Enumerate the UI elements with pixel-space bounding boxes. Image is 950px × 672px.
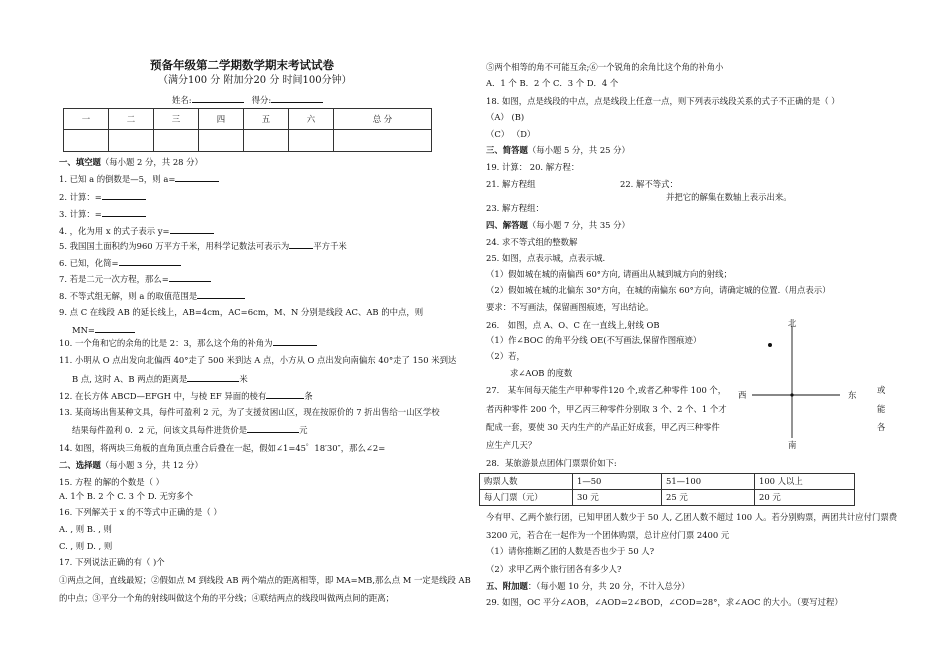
q17-options: A．1 个 B．2 个 C．3 个 D．4 个 [486, 78, 619, 88]
q27-line3: 配成一套，要使 30 天内生产的产品正好成套，甲乙丙三种零件 [486, 422, 720, 432]
q13: 13. 某商场出售某种文具，每件可盈利 2 元，为了支援贫困山区，现在按原价的 7 折出售给一山区学校 [59, 407, 440, 417]
section-2-heading: 二、选择题（每小题 3 分，共 12 分） [59, 460, 203, 470]
q17-line1: ①两点之间，直线最短；②假如点 M 到线段 AB 两个端点的距离相等，即 MA=MB,那么点 M 一定是线段 AB [59, 575, 471, 585]
q17-line2: 的中点；③平分一个角的射线叫做这个角的平分线；④联结两点的线段叫做两点间的距离； [59, 593, 394, 603]
q12: 12. 在长方体 ABCD—EFGH 中，与棱 EF 异面的棱有 条 [59, 391, 313, 401]
q28-part2: （2）求甲乙两个旅行团各有多少人? [486, 564, 622, 574]
ticket-price-table [479, 473, 855, 506]
q27-side-char: 各 [877, 422, 886, 432]
q27: 27． 某车间每天能生产甲种零件120 个,或者乙种零件 100 个， [486, 385, 727, 395]
q11: 11. 小明从 O 点出发向北偏西 40°走了 500 米到达 A 点，小方从 O 点出发向南偏东 40°走了 150 米到达 [59, 355, 457, 365]
name-label: 姓名: [172, 95, 192, 105]
q25: 25. 如图，点表示城，点表示城. [486, 253, 606, 263]
q1: 1. 已知 a 的倒数是—5，则 a= [59, 174, 219, 184]
section-1-heading: 一、填空题（每小题 2 分，共 28 分） [59, 157, 203, 167]
q27-line2: 者丙种零件 200 个，甲乙丙三种零件分别取 3 个、2 个、1 个才 [486, 404, 727, 414]
q28: 28．某旅游景点团体门票票价如下: [486, 458, 617, 468]
q22-continued: 并把它的解集在数轴上表示出来。 [666, 192, 792, 202]
score-cell[interactable] [153, 130, 198, 152]
q14: 14. 如图，将两块三角板的直角顶点重合后叠在一起，假如∠1=45゜18′30″，那么∠2= [59, 443, 386, 453]
price-cell: 20 元 [755, 490, 855, 506]
q28-text2: 3200 元，若合在一起作为一个团体购票，总计应付门票 2400 元 [486, 530, 730, 540]
score-cell[interactable] [198, 130, 243, 152]
q11-continued: B 点, 这时 A、B 两点的距离是 米 [72, 374, 248, 384]
q28-part1: （1）请你推断乙团的人数是否也少于 50 人? [486, 546, 655, 556]
score-header: 四 [198, 109, 243, 130]
q29: 29. 如图，OC 平分∠AOB，∠AOD=2∠BOD，∠COD=28°，求∠AOC 的大小。（要写过程） [486, 597, 843, 607]
section-4-heading: 四、解答题（每小题 7 分，共 35 分） [486, 220, 630, 230]
q25-requirement: 要求：不写画法，保留画图痕迹，写出结论。 [486, 302, 654, 312]
q15: 15. 方程 的解的个数是（ ） [59, 477, 165, 487]
q26-part1: （1）作∠BOC 的角平分线 OE(不写画法,保留作图痕迹） [486, 335, 702, 345]
q9: 9. 点 C 在线段 AB 的延长线上，AB=4cm，AC=6cm，M、N 分别是线段 AC、AB 的中点，则 [59, 307, 424, 317]
compass-north-label: 北 [788, 318, 797, 328]
compass-diagram [738, 318, 868, 448]
q21: 21. 解方程组 [486, 179, 536, 189]
q26: 26． 如图，点 A、O、C 在一直线上,射线 OB [486, 320, 660, 330]
score-label: 得分: [251, 95, 272, 105]
score-cell[interactable] [108, 130, 153, 152]
price-cell: 30 元 [573, 490, 662, 506]
q10: 10. 一个角和它的余角的比是 2：3，那么这个角的补角为 [59, 338, 317, 348]
q2: 2. 计算：= [59, 192, 146, 202]
price-cell: 1—50 [573, 474, 662, 490]
score-header: 二 [108, 109, 153, 130]
score-cell[interactable] [64, 130, 109, 152]
q18: 18. 如图，点是线段的中点，点是线段上任意一点，则下列表示线段关系的式子不正确的是（ ） [486, 96, 840, 106]
q27-line4: 应生产几天？ [486, 440, 537, 450]
q16-options-ab: A. , 则 B. , 则 [59, 524, 112, 534]
score-cell[interactable] [288, 130, 333, 152]
q7: 7. 若是二元一次方程，那么= [59, 274, 211, 284]
q23: 23. 解方程组： [486, 203, 544, 213]
price-cell: 每人门票（元） [480, 490, 573, 506]
q16: 16. 下列解关于 x 的不等式中正确的是（ ） [59, 507, 222, 517]
q15-options: A. 1个 B. 2 个 C. 3 个 D. 无穷多个 [59, 491, 193, 501]
q9-continued: MN= [72, 325, 135, 335]
exam-title: 预备年级第二学期数学期末考试试卷 [150, 58, 334, 72]
q17: 17. 下列说法正确的有（ )个 [59, 557, 165, 567]
q24: 24. 求不等式组的整数解 [486, 237, 578, 247]
score-header: 五 [243, 109, 288, 130]
compass-west-label: 西 [738, 390, 747, 400]
q17-line3: ⑤两个相等的角不可能互余;⑥一个锐角的余角比这个角的补角小 [486, 62, 724, 72]
q26-part3: 求∠AOB 的度数 [510, 368, 573, 378]
q18-options-cd: （C） （D） [486, 129, 536, 139]
score-header: 总 分 [333, 109, 431, 130]
q4: 4. ，化为用 x 的式子表示 y= [59, 226, 214, 236]
q5: 5. 我国国土面积约为960 万平方千米，用科学记数法可表示为 平方千米 [59, 241, 347, 251]
score-header: 六 [288, 109, 333, 130]
compass-south-label: 南 [788, 440, 797, 450]
q27-side-char: 能 [877, 404, 886, 414]
q13-continued: 结果每件盈利 0．2 元，问该文具每件进货价是 元 [72, 425, 308, 435]
point-marker [768, 343, 772, 347]
q25-part2: （2）假如城在城的北偏东 30°方向，在城的南偏东 60°方向，请确定城的位置.（用点表示） [486, 285, 831, 295]
name-field[interactable] [172, 95, 323, 105]
origin-marker [790, 393, 793, 396]
q8: 8. 不等式组无解，则 a 的取值范围是 [59, 291, 245, 301]
score-table [63, 108, 432, 152]
price-cell: 100 人以上 [755, 474, 855, 490]
section-3-heading: 三、简答题（每小题 5 分，共 25 分） [486, 145, 630, 155]
q27-side-char: 或 [877, 385, 886, 395]
compass-east-label: 东 [848, 390, 857, 400]
exam-subtitle: （满分100 分 附加分20 分 时间100分钟） [158, 75, 352, 86]
q6: 6. 已知，化简= [59, 258, 181, 268]
score-cell[interactable] [333, 130, 431, 152]
q26-part2: （2）若， [486, 351, 525, 361]
q28-text1: 今有甲、乙两个旅行团，已知甲团人数少于 50 人, 乙团人数不超过 100 人。若分别购票，两团共计应付门票费 [486, 512, 898, 522]
q19-q20: 19. 计算： 20. 解方程： [486, 162, 580, 172]
q3: 3. 计算：= [59, 209, 146, 219]
price-cell: 购票人数 [480, 474, 573, 490]
q25-part1: （1）假如城在城的南偏西 60°方向, 请画出从城到城方向的射线； [486, 269, 732, 279]
q16-options-cd: C. , 则 D. , 则 [59, 541, 113, 551]
q22: 22. 解不等式： [620, 179, 678, 189]
q18-options-ab: （A） (B) [486, 112, 525, 122]
score-header: 三 [153, 109, 198, 130]
price-cell: 25 元 [662, 490, 755, 506]
price-cell: 51—100 [662, 474, 755, 490]
score-cell[interactable] [243, 130, 288, 152]
section-5-heading: 五、附加题：（每小题 10 分，共 20 分，不计入总分） [486, 581, 690, 591]
score-header: 一 [64, 109, 109, 130]
